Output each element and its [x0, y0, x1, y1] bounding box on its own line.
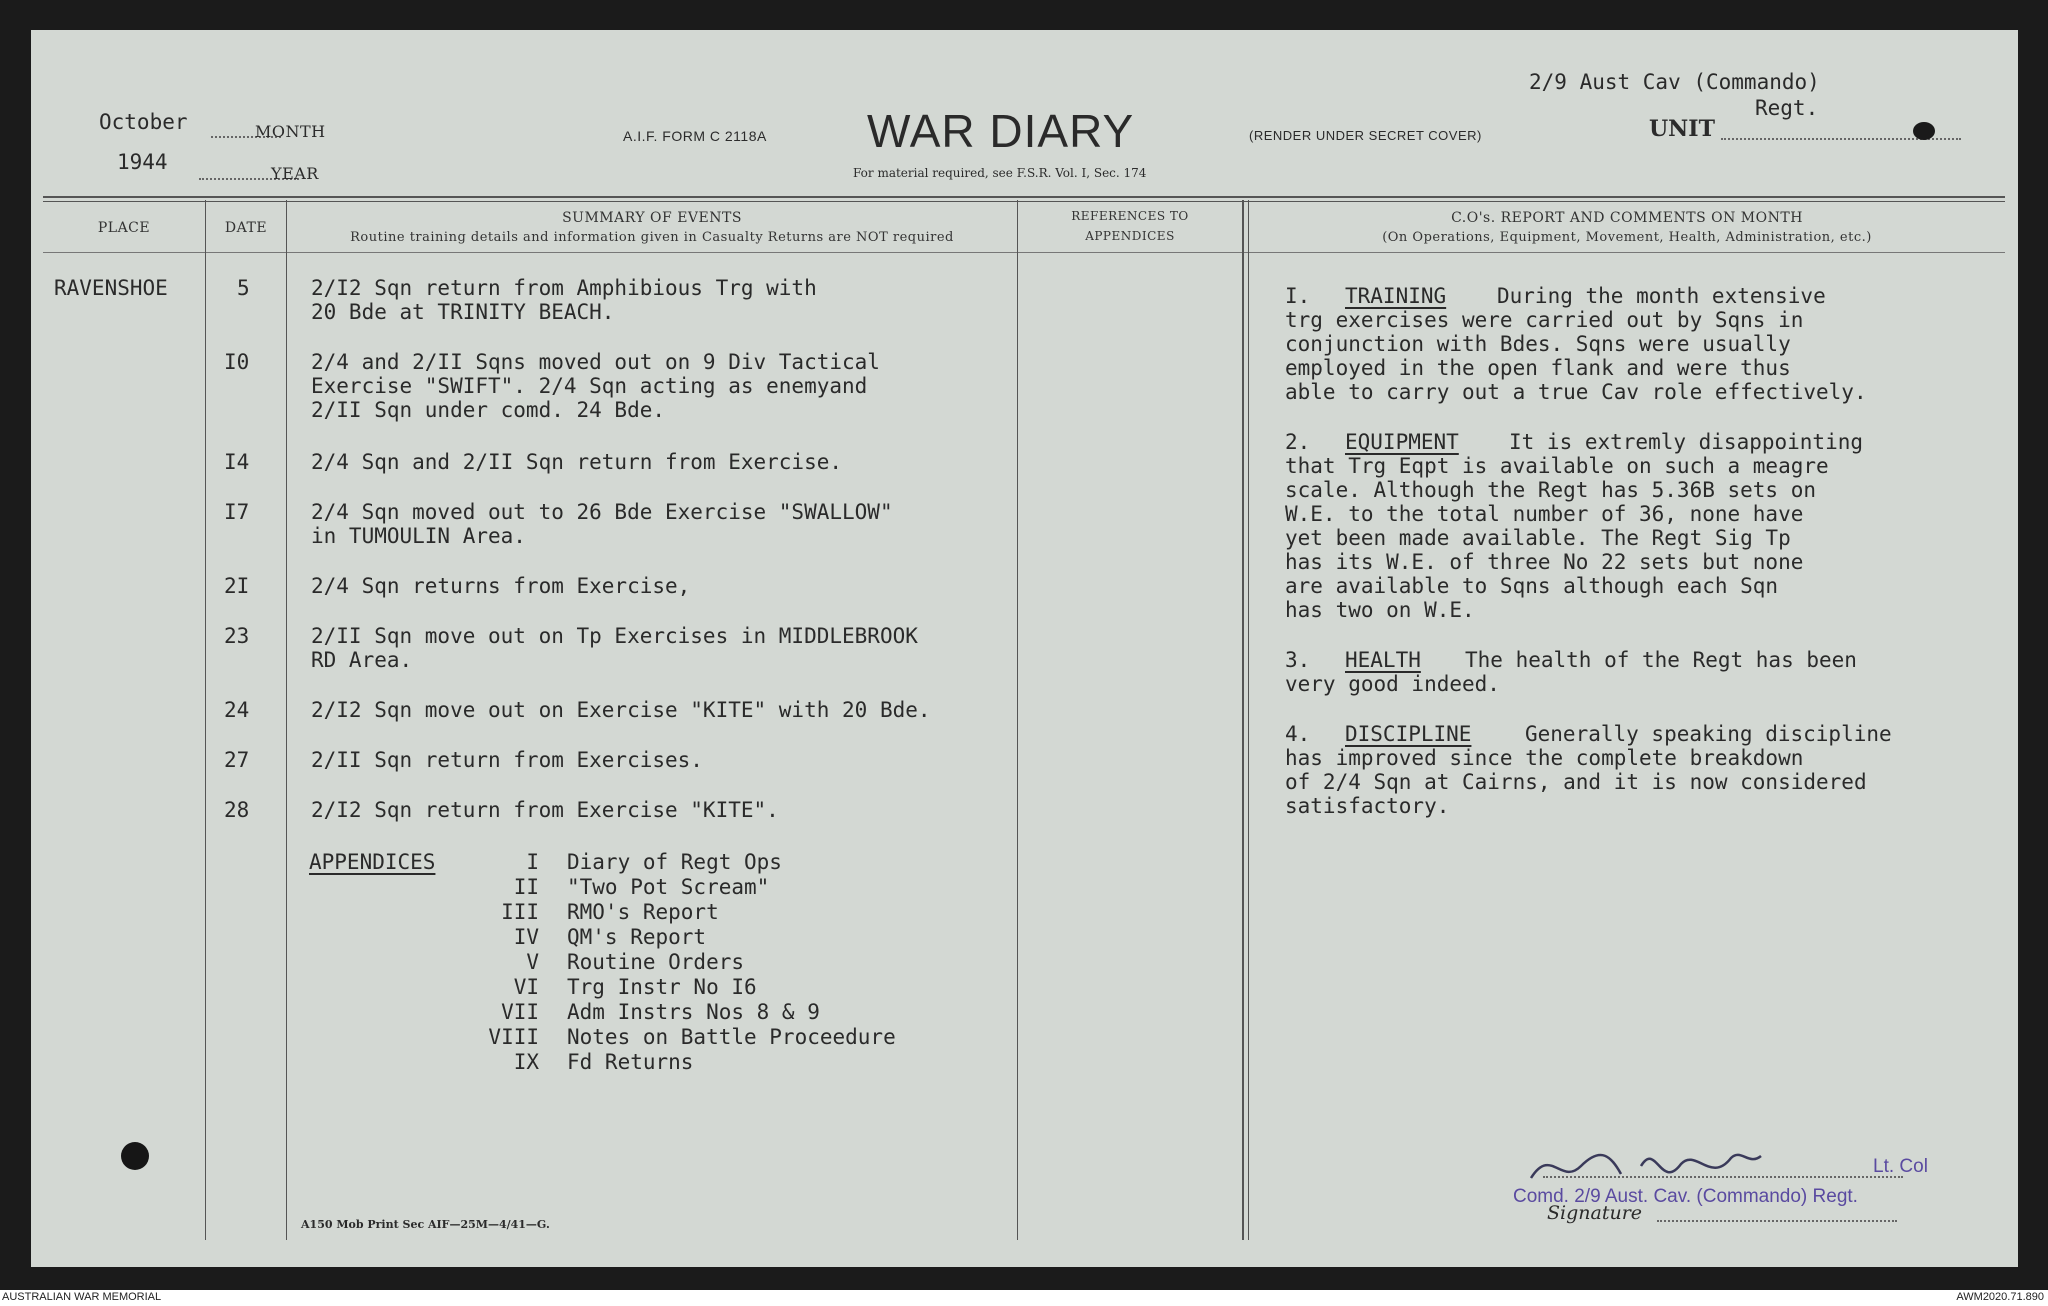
- col-divider-refs: [1242, 200, 1244, 1240]
- report-line: The health of the Regt has been: [1465, 648, 1857, 672]
- entry-text: 2/I2 Sqn move out on Exercise "KITE" with 20 Bde.: [311, 698, 931, 722]
- appendix-num: IV: [513, 925, 539, 949]
- report-num: 3.: [1285, 648, 1311, 672]
- appendix-num: I: [526, 850, 539, 874]
- appendix-title: Routine Orders: [567, 950, 745, 974]
- report-line: conjunction with Bdes. Sqns were usually: [1285, 332, 1791, 356]
- punch-hole-icon: [121, 1142, 149, 1170]
- appendix-num: V: [526, 950, 539, 974]
- report-num: I.: [1285, 284, 1311, 308]
- report-heading: EQUIPMENT: [1345, 430, 1459, 454]
- report-line: of 2/4 Sqn at Cairns, and it is now considered: [1285, 770, 1867, 794]
- table-top-border-2: [43, 201, 2005, 202]
- report-line: W.E. to the total number of 36, none have: [1285, 502, 1804, 526]
- entry-date: 23: [224, 624, 250, 648]
- year-label: YEAR: [271, 164, 319, 183]
- appendix-title: Adm Instrs Nos 8 & 9: [567, 1000, 820, 1024]
- month-value: October: [99, 110, 188, 134]
- header-place: PLACE: [97, 220, 151, 236]
- report-line: During the month extensive: [1497, 284, 1826, 308]
- appendix-title: Trg Instr No I6: [567, 975, 757, 999]
- appendix-title: Notes on Battle Proceedure: [567, 1025, 896, 1049]
- header-summary-sub: Routine training details and information given in Casualty Returns are NOT required: [350, 230, 954, 245]
- ink-blot-icon: [1913, 122, 1935, 140]
- appendix-num: VI: [513, 975, 539, 999]
- entry-text: 2/4 Sqn returns from Exercise,: [311, 574, 691, 598]
- report-line: scale. Although the Regt has 5.36B sets on: [1285, 478, 1817, 502]
- report-line: Generally speaking discipline: [1525, 722, 1892, 746]
- col-divider-summary: [1017, 200, 1018, 1240]
- appendix-num: VIII: [488, 1025, 539, 1049]
- header-co-sub: (On Operations, Equipment, Movement, Health, Administration, etc.): [1382, 230, 1872, 245]
- appendix-title: QM's Report: [567, 925, 707, 949]
- signature-rank: Lt. Col: [1873, 1156, 1928, 1177]
- appendix-num: III: [501, 900, 539, 924]
- month-label: MONTH: [255, 122, 326, 141]
- report-line: satisfactory.: [1285, 794, 1450, 818]
- appendix-title: Fd Returns: [567, 1050, 694, 1074]
- report-line: yet been made available. The Regt Sig Tp: [1285, 526, 1791, 550]
- page-subtitle: For material required, see F.S.R. Vol. I, Sec. 174: [853, 166, 1147, 180]
- appendix-title: "Two Pot Scream": [567, 875, 770, 899]
- col-divider-place: [205, 200, 206, 1240]
- report-line: has its W.E. of three No 22 sets but none: [1285, 550, 1804, 574]
- entry-text: 2/II Sqn move out on Tp Exercises in MIDDLEBROOK RD Area.: [311, 624, 918, 672]
- report-line: very good indeed.: [1285, 672, 1500, 696]
- report-num: 2.: [1285, 430, 1311, 454]
- entry-date: 28: [224, 798, 250, 822]
- header-co-title: C.O's. REPORT AND COMMENTS ON MONTH: [1451, 210, 1803, 226]
- report-line: employed in the open flank and were thus: [1285, 356, 1791, 380]
- header-summary-title: SUMMARY OF EVENTS: [562, 210, 742, 226]
- report-line: able to carry out a true Cav role effectively.: [1285, 380, 1867, 404]
- entry-date: 2I: [224, 574, 250, 598]
- report-heading: TRAINING: [1345, 284, 1447, 308]
- header-refs-line-1: REFERENCES TO: [1071, 209, 1189, 223]
- appendices-heading: APPENDICES: [309, 850, 436, 874]
- report-line: that Trg Eqpt is available on such a meagre: [1285, 454, 1829, 478]
- place-value: RAVENSHOE: [54, 276, 168, 300]
- unit-line-2: Regt.: [1755, 96, 1819, 120]
- signature-dotline: [1543, 1176, 1903, 1178]
- footer-bar: [0, 1290, 2048, 1306]
- diary-sheet: [31, 30, 2018, 1267]
- header-date: DATE: [224, 220, 268, 236]
- entry-text: 2/4 and 2/II Sqns moved out on 9 Div Tactical Exercise "SWIFT". 2/4 Sqn acting as enemyand 2/II Sqn under comd. 24 Bde.: [311, 350, 880, 422]
- appendix-num: IX: [513, 1050, 539, 1074]
- entry-text: 2/I2 Sqn return from Amphibious Trg with 20 Bde at TRINITY BEACH.: [311, 276, 817, 324]
- report-heading: HEALTH: [1345, 648, 1421, 672]
- entry-date: I7: [224, 500, 250, 524]
- report-line: It is extremly disappointing: [1509, 430, 1864, 454]
- entry-text: 2/I2 Sqn return from Exercise "KITE".: [311, 798, 779, 822]
- appendix-title: Diary of Regt Ops: [567, 850, 782, 874]
- form-number: A.I.F. FORM C 2118A: [623, 128, 767, 144]
- report-line: are available to Sqns although each Sqn: [1285, 574, 1779, 598]
- unit-line-1: 2/9 Aust Cav (Commando): [1529, 70, 1820, 94]
- entry-text: 2/4 Sqn and 2/II Sqn return from Exercise.: [311, 450, 843, 474]
- footer-right: AWM2020.71.890: [1956, 1291, 2044, 1303]
- secret-note: (RENDER UNDER SECRET COVER): [1249, 128, 1482, 143]
- entry-date: 27: [224, 748, 250, 772]
- appendix-num: II: [513, 875, 539, 899]
- report-heading: DISCIPLINE: [1345, 722, 1472, 746]
- appendix-num: VII: [501, 1000, 539, 1024]
- col-divider-date: [286, 200, 287, 1240]
- table-top-border: [43, 196, 2005, 198]
- report-line: has improved since the complete breakdown: [1285, 746, 1804, 770]
- report-line: has two on W.E.: [1285, 598, 1475, 622]
- print-code: A150 Mob Print Sec AIF—25M—4/41—G.: [301, 1218, 550, 1231]
- signature-stamp: Comd. 2/9 Aust. Cav. (Commando) Regt.: [1513, 1186, 1858, 1207]
- signature-label: Signature: [1547, 1202, 1643, 1224]
- header-refs-line-2: APPENDICES: [1085, 229, 1175, 243]
- entry-text: 2/4 Sqn moved out to 26 Bde Exercise "SWALLOW" in TUMOULIN Area.: [311, 500, 893, 548]
- footer-left: AUSTRALIAN WAR MEMORIAL: [2, 1291, 162, 1303]
- entry-date: I4: [224, 450, 250, 474]
- appendix-title: RMO's Report: [567, 900, 719, 924]
- entry-text: 2/II Sqn return from Exercises.: [311, 748, 703, 772]
- report-line: trg exercises were carried out by Sqns in: [1285, 308, 1804, 332]
- header-bottom-border: [43, 252, 2005, 253]
- page-title: WAR DIARY: [867, 105, 1135, 157]
- entry-date: I0: [224, 350, 250, 374]
- signature-label-dotline: [1657, 1220, 1897, 1222]
- entry-date: 5: [237, 276, 250, 300]
- entry-date: 24: [224, 698, 250, 722]
- col-divider-refs-2: [1248, 200, 1249, 1240]
- unit-label: UNIT: [1649, 116, 1715, 142]
- year-value: 1944: [117, 150, 168, 174]
- report-num: 4.: [1285, 722, 1311, 746]
